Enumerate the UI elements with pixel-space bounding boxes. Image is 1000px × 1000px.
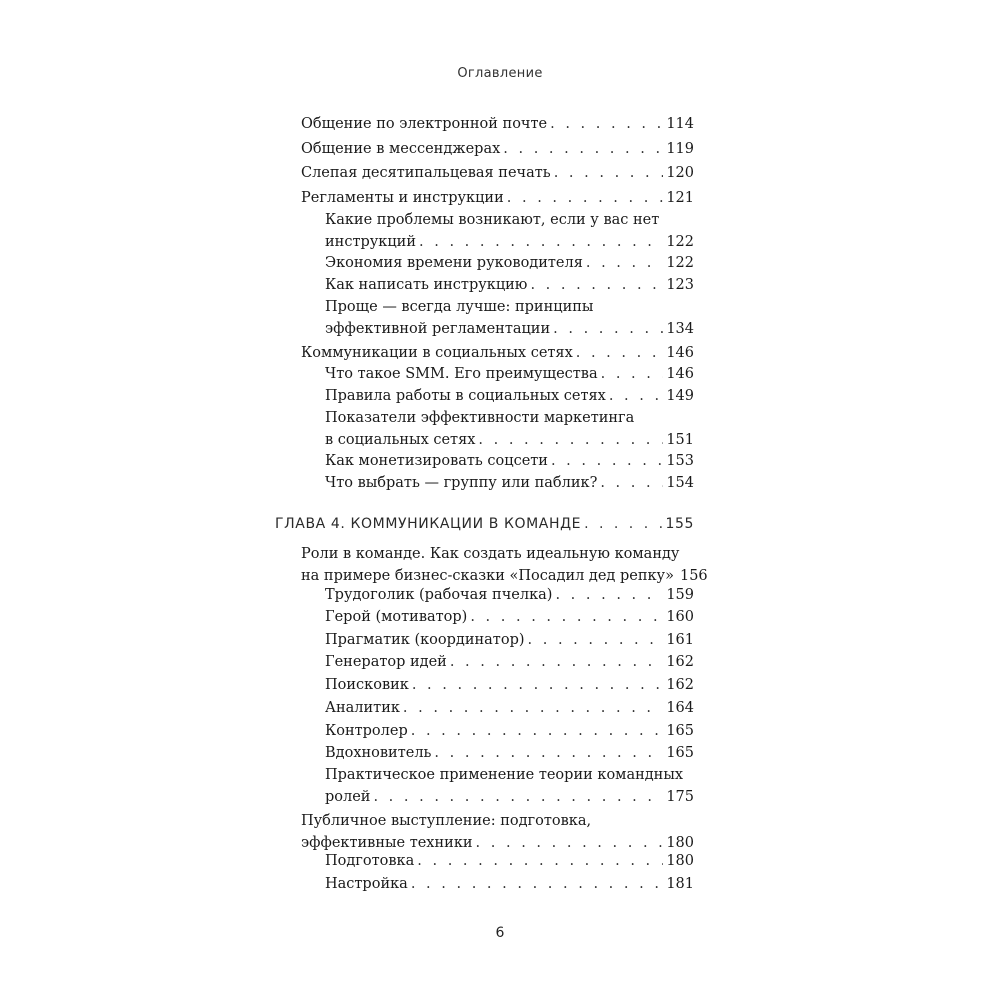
toc-page-number: 165 [666, 723, 694, 739]
toc-page-number: 134 [666, 321, 694, 337]
toc-page-number: 159 [666, 587, 694, 603]
leader-dots [586, 252, 663, 274]
toc-page-number: 180 [666, 835, 694, 851]
toc-entry-title-line1: Роли в команде. Как создать идеальную команду [301, 546, 680, 562]
toc-page-number: 146 [666, 366, 694, 382]
toc-page-number: 114 [666, 116, 694, 132]
toc-subentry [325, 274, 694, 296]
toc-page-number: 122 [666, 234, 694, 250]
leader-dots [411, 873, 663, 895]
toc-entry-title: Аналитик [325, 700, 400, 716]
leader-dots [412, 674, 663, 696]
leader-dots [528, 629, 664, 651]
toc-page-number: 122 [666, 255, 694, 271]
leader-dots [555, 584, 663, 606]
toc-entry [301, 187, 694, 209]
leader-dots [417, 850, 663, 872]
toc-entry-title: Генератор идей [325, 654, 447, 670]
toc-entry-title: Как написать инструкцию [325, 277, 528, 293]
toc-subentry [325, 209, 694, 253]
toc-entry-title: ГЛАВА 4. КОММУНИКАЦИИ В КОМАНДЕ [275, 516, 582, 532]
toc-entry-title-line1: Практическое применение теории командных [325, 767, 684, 783]
toc-entry [301, 138, 694, 160]
toc-chapter-heading [275, 513, 694, 535]
toc-page-number: 123 [666, 277, 694, 293]
toc-page-number: 121 [666, 190, 694, 206]
leader-dots [434, 742, 663, 764]
toc-entry-title: Трудоголик (рабочая пчелка) [325, 587, 553, 603]
leader-dots [403, 697, 663, 719]
toc-entry [301, 810, 694, 854]
toc-entry-title: инструкций [325, 234, 417, 250]
toc-page-number: 146 [666, 345, 694, 361]
toc-entry-title: Коммуникации в социальных сетях [301, 345, 573, 361]
toc-entry [301, 113, 694, 135]
toc-entry-title-line1: Какие проблемы возникают, если у вас нет [325, 212, 660, 228]
toc-entry-title: Подготовка [325, 853, 415, 869]
toc-entry-title: Что выбрать — группу или паблик? [325, 475, 598, 491]
toc-entry-title: в социальных сетях [325, 432, 476, 448]
toc-page-number: 180 [666, 853, 694, 869]
toc-page-number: 120 [666, 165, 694, 181]
leader-dots [600, 472, 663, 494]
toc-subentry [325, 720, 694, 742]
toc-page-number: 156 [679, 568, 708, 584]
toc-page-number: 155 [665, 516, 694, 532]
toc-subentry [325, 363, 694, 385]
leader-dots [450, 651, 663, 673]
toc-entry-title: Герой (мотиватор) [325, 609, 468, 625]
leader-dots [373, 786, 663, 808]
leader-dots [411, 720, 664, 742]
leader-dots [576, 342, 664, 364]
toc-subentry [325, 850, 694, 872]
leader-dots [551, 450, 663, 472]
toc-subentry [325, 606, 694, 628]
toc-entry-title: Вдохновитель [325, 745, 432, 761]
toc-entry-title: Общение в мессенджерах [301, 141, 501, 157]
leader-dots [601, 363, 664, 385]
toc-page-number: 149 [666, 388, 694, 404]
toc-page-number: 162 [666, 654, 694, 670]
toc-subentry [325, 385, 694, 407]
toc-entry [301, 162, 694, 184]
toc-entry-title: Экономия времени руководителя [325, 255, 583, 271]
toc-entry-title: на примере бизнес-сказки «Посадил дед репку» [301, 568, 674, 584]
toc-subentry [325, 407, 694, 451]
toc-subentry [325, 651, 694, 673]
toc-entry-title: Что такое SMM. Его преимущества [325, 366, 598, 382]
toc-page-number: 165 [666, 745, 694, 761]
toc-entry-title: Поисковик [325, 677, 409, 693]
toc-subentry [325, 697, 694, 719]
toc-entry-title: Настройка [325, 876, 408, 892]
leader-dots [554, 162, 664, 184]
leader-dots [609, 385, 663, 407]
toc-page-number: 162 [666, 677, 694, 693]
toc-entry-title: Регламенты и инструкции [301, 190, 504, 206]
leader-dots [419, 231, 663, 253]
leader-dots [470, 606, 663, 628]
leader-dots [503, 138, 663, 160]
toc-page-number: 119 [666, 141, 694, 157]
toc-page-number: 151 [666, 432, 694, 448]
toc-page-number: 164 [666, 700, 694, 716]
page-number: 6 [495, 925, 505, 941]
toc-subentry [325, 629, 694, 651]
toc-entry-title-line1: Показатели эффективности маркетинга [325, 410, 635, 426]
leader-dots [550, 113, 663, 135]
toc-entry [301, 342, 694, 364]
leader-dots [553, 318, 663, 340]
toc-page-number: 161 [666, 632, 694, 648]
toc-subentry [325, 674, 694, 696]
toc-subentry [325, 450, 694, 472]
toc-entry-title-line1: Публичное выступление: подготовка, [301, 813, 592, 829]
toc-page-number: 154 [666, 475, 694, 491]
toc-subentry [325, 584, 694, 606]
toc-subentry [325, 252, 694, 274]
running-header: Оглавление [457, 66, 543, 81]
toc-entry-title: Контролер [325, 723, 408, 739]
toc-page-number: 153 [666, 453, 694, 469]
toc-page-number: 175 [666, 789, 694, 805]
toc-subentry [325, 742, 694, 764]
leader-dots [478, 429, 663, 451]
toc-entry-title: Правила работы в социальных сетях [325, 388, 606, 404]
toc-entry [301, 543, 708, 587]
leader-dots [530, 274, 663, 296]
toc-entry-title: Прагматик (координатор) [325, 632, 525, 648]
toc-page-number: 160 [666, 609, 694, 625]
toc-entry-title: эффективные техники [301, 835, 473, 851]
toc-entry-title: Общение по электронной почте [301, 116, 548, 132]
toc-subentry [325, 472, 694, 494]
toc-entry-title: Слепая десятипальцевая печать [301, 165, 551, 181]
toc-entry-title: ролей [325, 789, 371, 805]
toc-subentry [325, 873, 694, 895]
toc-subentry [325, 296, 694, 340]
leader-dots [507, 187, 664, 209]
toc-entry-title: эффективной регламентации [325, 321, 551, 337]
toc-entry-title-line1: Проще — всегда лучше: принципы [325, 299, 594, 315]
toc-page-number: 181 [666, 876, 694, 892]
leader-dots [584, 513, 662, 535]
toc-entry-title: Как монетизировать соцсети [325, 453, 548, 469]
toc-subentry [325, 764, 694, 808]
